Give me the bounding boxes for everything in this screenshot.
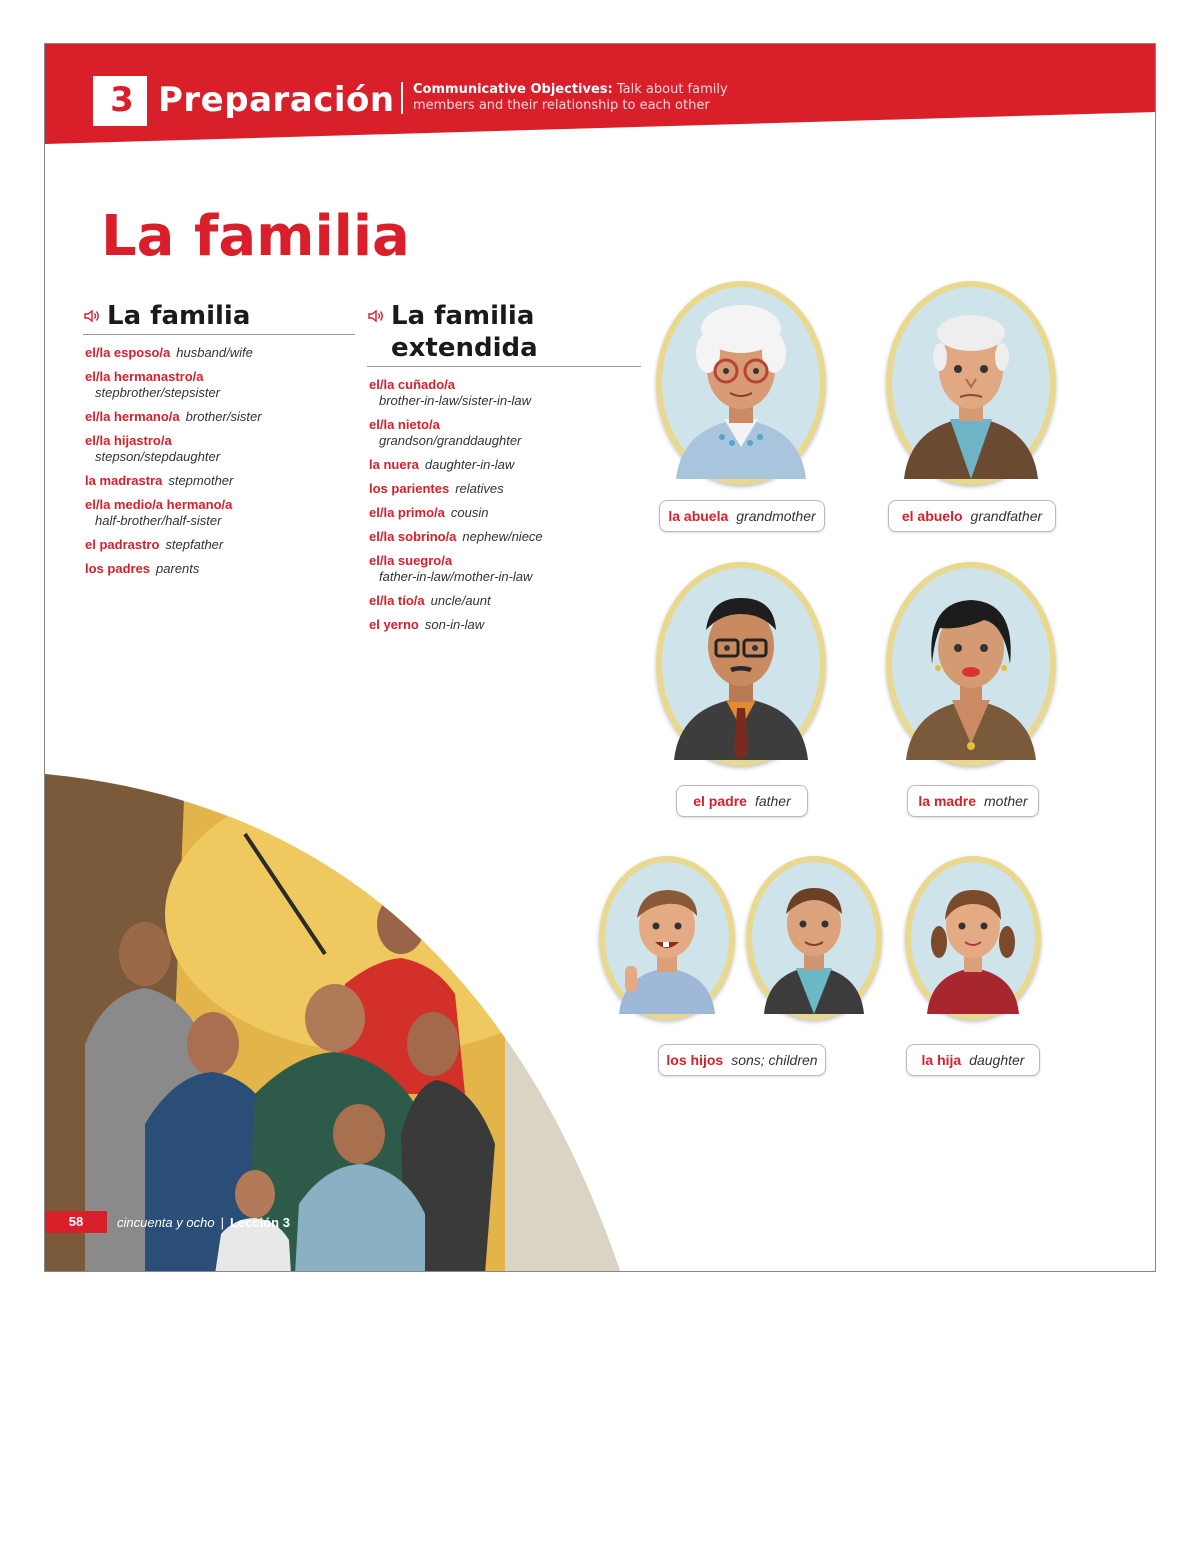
- vocab-spanish: el/la suegro/a: [369, 553, 453, 568]
- family-photo: [45, 774, 625, 1272]
- vocab-list: [367, 377, 641, 633]
- caption-grandmother: [659, 500, 825, 532]
- portrait-son-2: [746, 856, 882, 1020]
- vocab-spanish: la nuera: [369, 457, 419, 472]
- caption-english: daughter: [969, 1052, 1025, 1068]
- caption-daughter: [906, 1044, 1040, 1076]
- caption-spanish: el padre: [693, 793, 747, 809]
- vocab-item: [85, 473, 355, 489]
- communicative-objectives: [401, 82, 753, 114]
- vocab-english: parents: [156, 561, 200, 576]
- grandfather-illustration: [892, 287, 1050, 479]
- portrait-father: [656, 562, 826, 766]
- vocab-english: stepbrother/stepsister: [95, 385, 221, 400]
- vocab-english: father-in-law/mother-in-law: [379, 569, 533, 584]
- son-illustration: [752, 862, 876, 1014]
- vocab-item: [369, 529, 641, 545]
- vocab-english: stepfather: [165, 537, 224, 552]
- heading-text: La familia: [107, 301, 251, 331]
- vocab-spanish: el/la esposo/a: [85, 345, 171, 360]
- heading-text: [391, 300, 538, 364]
- vocab-item: [369, 553, 641, 585]
- vocab-english: grandson/granddaughter: [379, 433, 522, 448]
- vocab-item: [85, 433, 355, 465]
- vocab-spanish: el/la sobrino/a: [369, 529, 457, 544]
- footer-lesson: Lección 3: [229, 1214, 290, 1230]
- daughter-illustration: [911, 862, 1035, 1014]
- page-number-words: cincuenta y ocho: [117, 1214, 215, 1230]
- mother-illustration: [892, 568, 1050, 760]
- column-heading: [367, 300, 641, 367]
- vocab-english: brother/sister: [185, 409, 262, 424]
- section-title: Preparación: [158, 80, 395, 120]
- vocab-english: stepson/stepdaughter: [95, 449, 221, 464]
- vocab-item: [369, 417, 641, 449]
- portrait-daughter: [905, 856, 1041, 1020]
- vocab-item: [85, 497, 355, 529]
- vocab-item: [369, 505, 641, 521]
- vocab-item: [85, 409, 355, 425]
- vocab-spanish: el/la primo/a: [369, 505, 445, 520]
- audio-speaker-icon[interactable]: [367, 307, 385, 325]
- portrait-grandmother: [656, 281, 826, 485]
- heading-line-1: La familia: [391, 301, 535, 331]
- vocab-spanish: el/la nieto/a: [369, 417, 440, 432]
- vocab-spanish: los parientes: [369, 481, 450, 496]
- vocab-spanish: el/la hermano/a: [85, 409, 180, 424]
- vocab-item: [85, 369, 355, 401]
- vocab-spanish: el yerno: [369, 617, 419, 632]
- vocab-spanish: el/la hijastro/a: [85, 433, 172, 448]
- vocab-item: [85, 345, 355, 361]
- page-number: 58: [45, 1211, 107, 1233]
- vocab-spanish: los padres: [85, 561, 151, 576]
- lesson-number: 3: [110, 80, 134, 120]
- caption-english: mother: [984, 793, 1028, 809]
- vocab-item: [369, 617, 641, 633]
- vocab-english: son-in-law: [424, 617, 485, 632]
- vocab-english: half-brother/half-sister: [95, 513, 222, 528]
- vocab-english: brother-in-law/sister-in-law: [379, 393, 531, 408]
- vocab-spanish: el/la tío/a: [369, 593, 425, 608]
- vocab-english: uncle/aunt: [430, 593, 491, 608]
- vocab-spanish: el/la hermanastro/a: [85, 369, 204, 384]
- textbook-page: [44, 43, 1156, 1272]
- vocab-english: nephew/niece: [462, 529, 543, 544]
- vocab-english: husband/wife: [176, 345, 253, 360]
- father-illustration: [662, 568, 820, 760]
- caption-spanish: la hija: [921, 1052, 962, 1068]
- caption-grandfather: [888, 500, 1056, 532]
- objectives-label: Communicative Objectives:: [413, 82, 613, 97]
- caption-spanish: la abuela: [668, 508, 729, 524]
- vocab-item: [369, 593, 641, 609]
- vocab-spanish: el padrastro: [85, 537, 160, 552]
- heading-line-2: extendida: [391, 333, 538, 363]
- portrait-grandfather: [886, 281, 1056, 485]
- vocab-item: [369, 457, 641, 473]
- vocab-english: cousin: [450, 505, 489, 520]
- vocab-item: [369, 481, 641, 497]
- caption-english: father: [754, 793, 791, 809]
- vocab-list: [83, 345, 355, 577]
- vocab-spanish: el/la cuñado/a: [369, 377, 455, 392]
- footer-divider: |: [220, 1214, 224, 1230]
- caption-english: grandfather: [970, 508, 1043, 524]
- caption-father: [676, 785, 808, 817]
- portrait-mother: [886, 562, 1056, 766]
- caption-spanish: la madre: [918, 793, 976, 809]
- caption-spanish: el abuelo: [901, 508, 963, 524]
- vocab-column-extended-family: [367, 300, 641, 641]
- caption-sons: [658, 1044, 826, 1076]
- grandmother-illustration: [662, 287, 820, 479]
- audio-speaker-icon[interactable]: [83, 307, 101, 325]
- page-title: La familia: [101, 204, 410, 269]
- vocab-spanish: el/la medio/a hermano/a: [85, 497, 233, 512]
- caption-mother: [907, 785, 1039, 817]
- page-footer: [45, 1211, 290, 1233]
- vocab-item: [85, 537, 355, 553]
- vocab-english: daughter-in-law: [424, 457, 515, 472]
- vocab-item: [85, 561, 355, 577]
- vocab-item: [369, 377, 641, 409]
- vocab-english: stepmother: [168, 473, 234, 488]
- column-heading: [83, 300, 355, 335]
- vocab-column-family: [83, 300, 355, 585]
- vocab-english: relatives: [455, 481, 504, 496]
- vocab-spanish: la madrastra: [85, 473, 163, 488]
- objectives-text: Talk about family members and their relationship to each other: [413, 82, 728, 113]
- caption-english: sons; children: [731, 1052, 818, 1068]
- caption-english: grandmother: [736, 508, 816, 524]
- caption-spanish: los hijos: [666, 1052, 724, 1068]
